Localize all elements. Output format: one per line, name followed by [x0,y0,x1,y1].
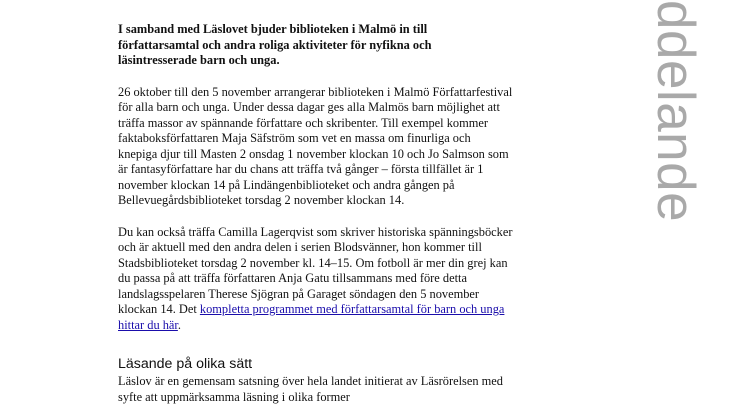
paragraph-lasande: Läslov är en gemensam satsning över hela landet initierat av Läsrörelsen med syfte att uppmärksamma läsning i olika former [118,374,504,404]
paragraph-festival: 26 oktober till den 5 november arrangerar biblioteken i Malmö Författarfestival för alla barn och unga. Under dessa dagar ges alla Malmös barn möjlighet att träffa massor av spännande författare och skribenter. Till exempel kommer faktaboksförfattaren Maja Säfström som vet en massa om finurliga och knepiga djur till Masten 2 onsdag 1 november klockan 10 och Jo Salmson som är fantasyförfattare har du chans att träffa två gånger – första tillfället är 1 november klockan 14 på Lindängenbiblioteket och andra gången på Bellevuegårdsbiblioteket torsdag 2 november klockan 14. [118,84,513,207]
paragraph-authors-text: Du kan också träffa Camilla Lagerqvist som skriver historiska spänningsböcker och är aktuell med den andra delen i serien Blodsvänner, hon kommer till Stadsbiblioteket torsdag 2 november kl. 14–15. Om fotboll är mer din grej kan du passa på att träffa författaren Anja Gatu tillsammans med före detta landslagsspelaren Therese Sjögran på Garaget söndagen den 5 november klockan 14. Det [118,224,513,316]
vertical-sidebar-label: ddelande [646,0,705,223]
paragraph-authors [118,225,588,334]
program-link[interactable]: kompletta programmet med författarsamtal för barn och unga hittar du här [118,302,505,332]
paragraph-authors-end: . [177,317,181,332]
section-heading: Läsande på olika sätt [118,356,253,372]
article-body [118,22,588,419]
lead-paragraph: I samband med Läslovet bjuder biblioteken i Malmö in till författarsamtal och andra roliga aktiviteter för nyfikna och läsintresserade barn och unga. [118,22,432,67]
